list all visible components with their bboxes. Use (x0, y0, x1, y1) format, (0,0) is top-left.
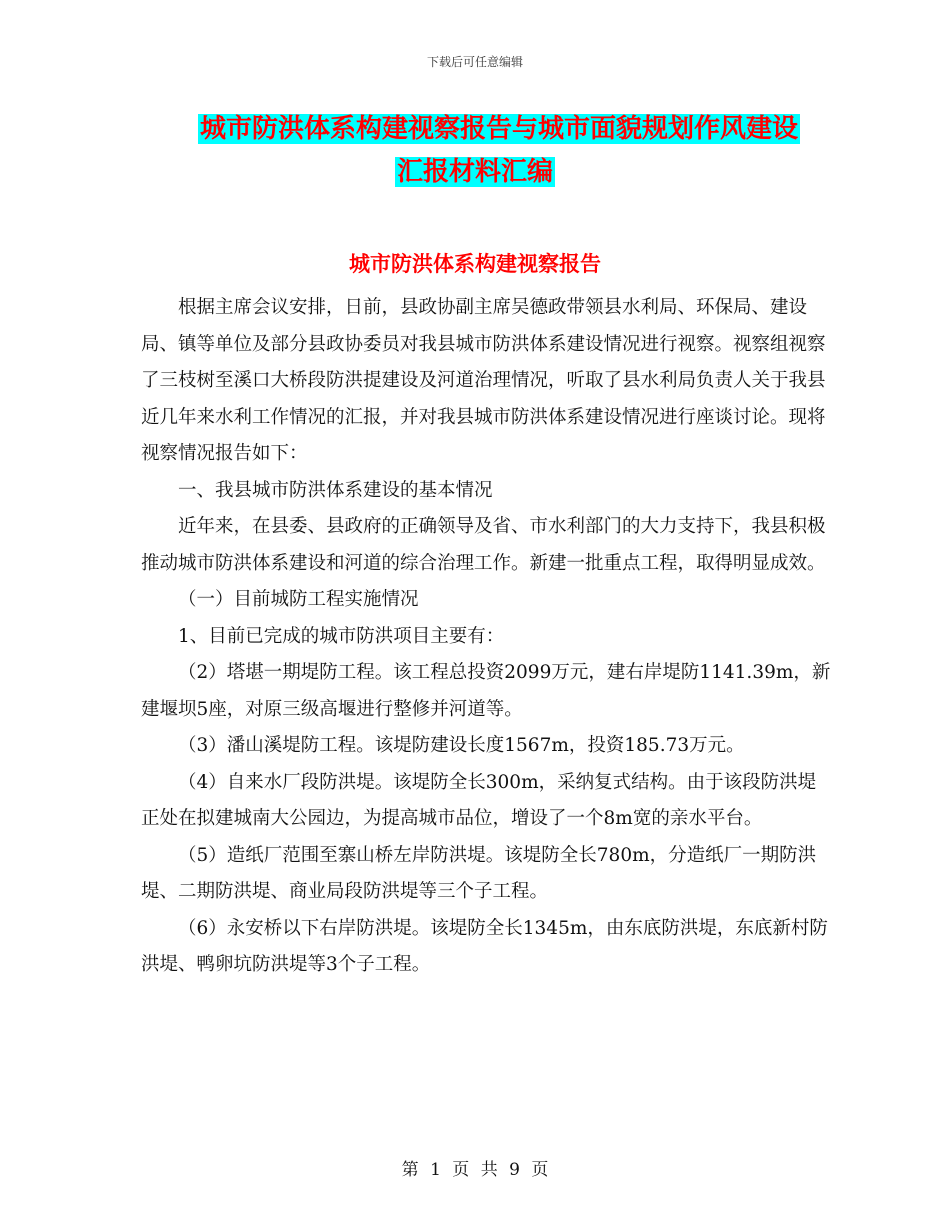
paragraph: 1、目前已完成的城市防洪项目主要有： (178, 625, 505, 647)
page-footer: 第 1 页 共 9 页 (401, 1160, 549, 1180)
document-title-line-2 (0, 155, 950, 189)
document-title-text-1: 城市防洪体系构建视察报告与城市面貌规划作风建设 (199, 114, 798, 144)
paragraph: （4）自来水厂段防洪堤。该堤防全长300m，采纳复式结构。由于该段防洪堤正处在拟建城南大公园边，为提高城市品位，增设了一个8m宽的亲水平台。 (141, 771, 817, 829)
paragraph: 近年来，在县委、县政府的正确领导及省、市水利部门的大力支持下，我县积极推动城市防洪体系建设和河道的综合治理工作。新建一批重点工程，取得明显成效。 (141, 516, 826, 574)
body-text (141, 290, 831, 984)
section-title: 城市防洪体系构建视察报告 (349, 252, 601, 276)
paragraph: 一、我县城市防洪体系建设的基本情况 (178, 479, 493, 501)
paragraph: 根据主席会议安排，日前，县政协副主席吴德政带领县水利局、环保局、建设局、镇等单位及部分县政协委员对我县城市防洪体系建设情况进行视察。视察组视察了三枝树至溪口大桥段防洪提建设及河道治理情况，听取了县水利局负责人关于我县近几年来水利工作情况的汇报，并对我县城市防洪体系建设情况进行座谈讨论。现将视察情况报告如下： (141, 297, 826, 464)
document-title-line-1 (24, 112, 950, 146)
paragraph: （3）潘山溪堤防工程。该堤防建设长度1567m，投资185.73万元。 (178, 735, 745, 756)
paragraph: （2）塔堪一期堤防工程。该工程总投资2099万元，建右岸堤防1141.39m，新建堰坝5座，对原三级高堰进行整修并河道等。 (141, 662, 831, 720)
document-title-text-2: 汇报材料汇编 (396, 157, 553, 187)
header-note: 下载后可任意编辑 (426, 55, 523, 69)
paragraph: （一）目前城防工程实施情况 (178, 589, 419, 610)
paragraph: （5）造纸厂范围至寨山桥左岸防洪堤。该堤防全长780m，分造纸厂一期防洪堤、二期防洪堤、商业局段防洪堤等三个子工程。 (141, 844, 817, 902)
paragraph: （6）永安桥以下右岸防洪堤。该堤防全长1345m，由东底防洪堤，东底新村防洪堤、鸭卵坑防洪堤等3个子工程。 (141, 917, 828, 975)
